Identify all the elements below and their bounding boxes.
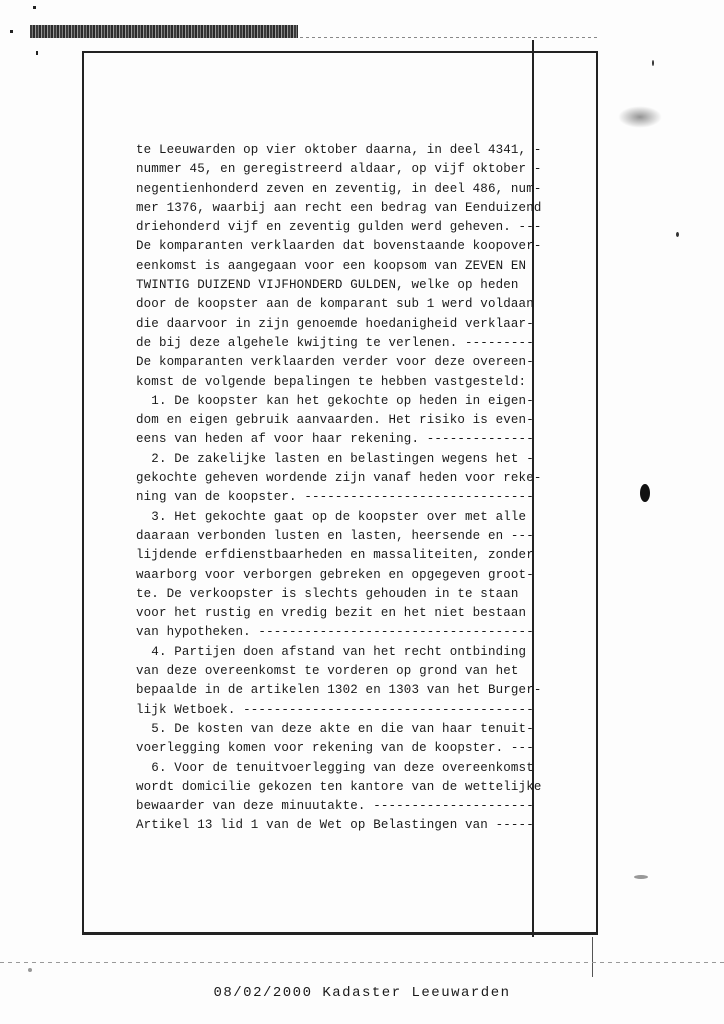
text-line: de bij deze algehele kwijting te verlenen. --------- bbox=[136, 335, 534, 350]
text-line: 6. Voor de tenuitvoerlegging van deze overeenkomst bbox=[136, 760, 534, 775]
text-line: waarborg voor verborgen gebreken en opgegeven groot- bbox=[136, 567, 534, 582]
text-line: van deze overeenkomst te vorderen op grond van het bbox=[136, 664, 519, 679]
text-line: driehonderd vijf en zeventig gulden werd geheven. --- bbox=[136, 220, 542, 235]
text-line: dom en eigen gebruik aanvaarden. Het risiko is even- bbox=[136, 413, 534, 428]
text-line: De komparanten verklaarden dat bovenstaande koopover- bbox=[136, 239, 542, 254]
text-line: ning van de koopster. ------------------------------ bbox=[136, 490, 534, 505]
scan-speck bbox=[652, 60, 654, 66]
text-line: Artikel 13 lid 1 van de Wet op Belastingen van ----- bbox=[136, 818, 534, 833]
footer-stamp: 08/02/2000 Kadaster Leeuwarden bbox=[213, 985, 511, 1001]
top-dashed-rule bbox=[300, 37, 600, 38]
scan-speck bbox=[676, 232, 679, 237]
text-line: komst de volgende bepalingen te hebben vastgesteld: bbox=[136, 374, 527, 389]
text-line: 1. De koopster kan het gekochte op heden in eigen- bbox=[136, 393, 534, 408]
margin-rule-extension bbox=[592, 937, 593, 977]
scan-speck bbox=[36, 51, 38, 55]
text-line: eenkomst is aangegaan voor een koopsom van ZEVEN EN bbox=[136, 258, 527, 273]
text-line: bepaalde in de artikelen 1302 en 1303 van het Burger- bbox=[136, 683, 542, 698]
text-line: van hypotheken. ------------------------------------ bbox=[136, 625, 534, 640]
text-line: te Leeuwarden op vier oktober daarna, in deel 4341, - bbox=[136, 143, 542, 157]
text-line: 3. Het gekochte gaat op de koopster over met alle bbox=[136, 509, 527, 524]
bottom-dashed-rule bbox=[0, 962, 724, 963]
scan-speck bbox=[33, 6, 36, 9]
text-line: negentienhonderd zeven en zeventig, in deel 486, num- bbox=[136, 181, 542, 196]
text-line: voerlegging komen voor rekening van de koopster. --- bbox=[136, 741, 534, 756]
text-line: te. De verkoopster is slechts gehouden in te staan bbox=[136, 586, 519, 601]
text-line: De komparanten verklaarden verder voor deze overeen- bbox=[136, 355, 534, 370]
text-line: lijdende erfdienstbaarheden en massaliteiten, zonder bbox=[136, 548, 534, 563]
scan-smudge-small bbox=[634, 875, 648, 879]
text-line: lijk Wetboek. -------------------------------------- bbox=[136, 702, 534, 717]
deed-text-block bbox=[136, 141, 576, 836]
text-line: door de koopster aan de komparant sub 1 werd voldaan bbox=[136, 297, 534, 312]
text-line: eens van heden af voor haar rekening. -------------- bbox=[136, 432, 534, 447]
text-line: 4. Partijen doen afstand van het recht ontbinding bbox=[136, 644, 527, 659]
scan-smudge bbox=[618, 106, 662, 128]
text-line: mer 1376, waarbij aan recht een bedrag van Eenduizend bbox=[136, 200, 542, 215]
text-line: nummer 45, en geregistreerd aldaar, op vijf oktober - bbox=[136, 162, 542, 177]
text-line: wordt domicilie gekozen ten kantore van de wettelijke bbox=[136, 779, 542, 794]
scan-speck bbox=[10, 30, 13, 33]
text-line: 5. De kosten van deze akte en die van haar tenuit- bbox=[136, 721, 534, 736]
text-line: daaraan verbonden lusten en lasten, heersende en --- bbox=[136, 528, 534, 543]
text-line: voor het rustig en vredig bezit en het niet bestaan bbox=[136, 606, 527, 621]
text-line: TWINTIG DUIZEND VIJFHONDERD GULDEN, welke op heden bbox=[136, 278, 519, 293]
text-line: 2. De zakelijke lasten en belastingen wegens het - bbox=[136, 451, 534, 466]
ink-blot bbox=[640, 484, 650, 502]
text-line: bewaarder van deze minuutakte. --------------------- bbox=[136, 799, 534, 814]
scan-speck bbox=[28, 968, 32, 972]
scan-header-strip bbox=[30, 25, 298, 38]
text-line: die daarvoor in zijn genoemde hoedanigheid verklaar- bbox=[136, 316, 534, 331]
text-line: gekochte geheven wordende zijn vanaf heden voor reke- bbox=[136, 471, 542, 486]
